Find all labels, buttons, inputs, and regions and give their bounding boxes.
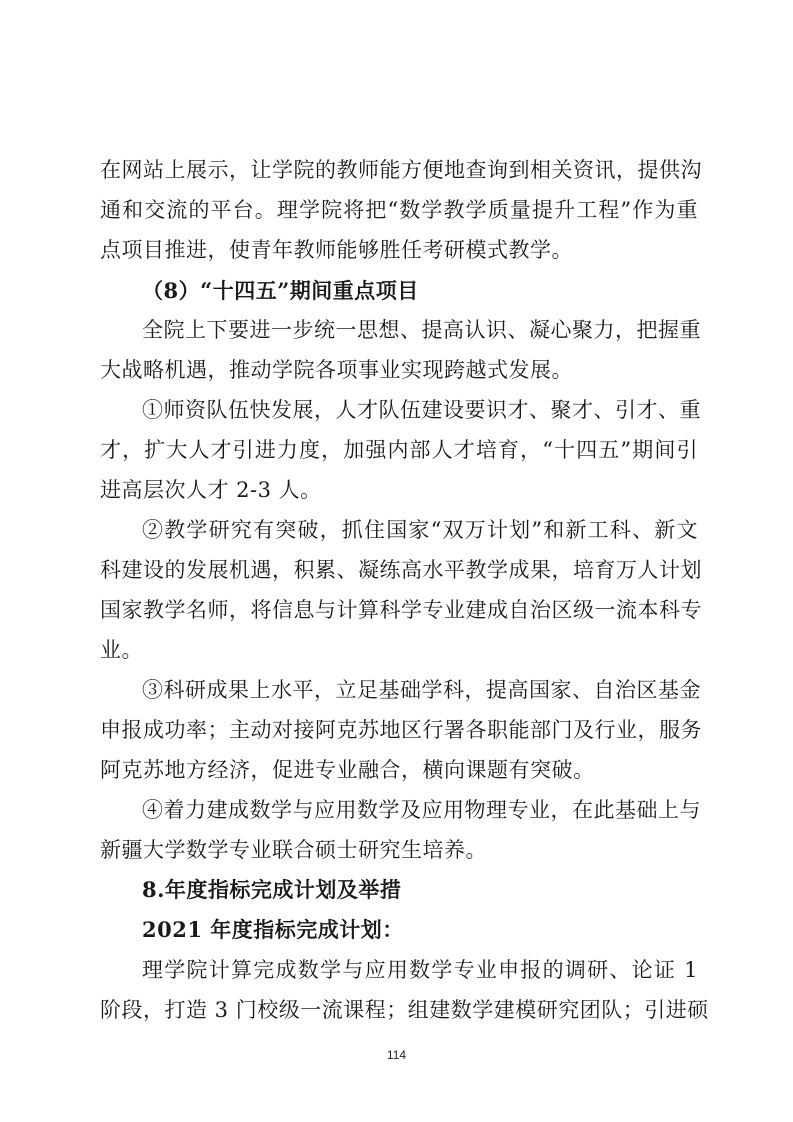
paragraph-line: 业。: [100, 638, 143, 662]
section-heading: （8）“十四五”期间重点项目: [142, 278, 419, 303]
paragraph-line: 新疆大学数学专业联合硕士研究生培养。: [100, 838, 487, 862]
paragraph-line: 阿克苏地方经济，促进专业融合，横向课题有突破。: [100, 758, 595, 782]
paragraph-line: ④着力建成数学与应用数学及应用物理专业，在此基础上与: [142, 798, 701, 822]
paragraph-line: 才，扩大人才引进力度，加强内部人才培育，“十四五”期间引: [100, 438, 698, 462]
section-heading: 8.年度指标完成计划及举措: [142, 877, 402, 902]
paragraph-line: 点项目推进，使青年教师能够胜任考研模式教学。: [100, 238, 573, 262]
paragraph-line: 大战略机遇，推动学院各项事业实现跨越式发展。: [100, 358, 573, 382]
paragraph-line: ②教学研究有突破，抓住国家“双万计划”和新工科、新文: [142, 518, 698, 542]
paragraph-line: 通和交流的平台。理学院将把“数学教学质量提升工程”作为重: [100, 198, 698, 222]
paragraph-line: 理学院计算完成数学与应用数学专业申报的调研、论证 1: [142, 958, 698, 982]
paragraph-line: 国家教学名师，将信息与计算科学专业建成自治区级一流本科专: [100, 598, 702, 622]
paragraph-line: 申报成功率；主动对接阿克苏地区行署各职能部门及行业，服务: [100, 718, 702, 742]
paragraph-line: 进高层次人才 2-3 人。: [100, 478, 322, 502]
paragraph-line: ③科研成果上水平，立足基础学科，提高国家、自治区基金: [142, 678, 701, 702]
paragraph-line: ①师资队伍快发展，人才队伍建设要识才、聚才、引才、重: [142, 398, 701, 422]
paragraph-line: 全院上下要进一步统一思想、提高认识、凝心聚力，把握重: [142, 318, 701, 342]
page-number: 114: [386, 1048, 407, 1062]
paragraph-line: 科建设的发展机遇，积累、凝练高水平教学成果，培育万人计划: [100, 558, 702, 582]
paragraph-line: 在网站上展示，让学院的教师能方便地查询到相关资讯，提供沟: [100, 158, 702, 182]
paragraph-line: 阶段，打造 3 门校级一流课程；组建数学建模研究团队；引进硕: [100, 998, 709, 1022]
subsection-heading: 2021 年度指标完成计划：: [142, 917, 404, 942]
